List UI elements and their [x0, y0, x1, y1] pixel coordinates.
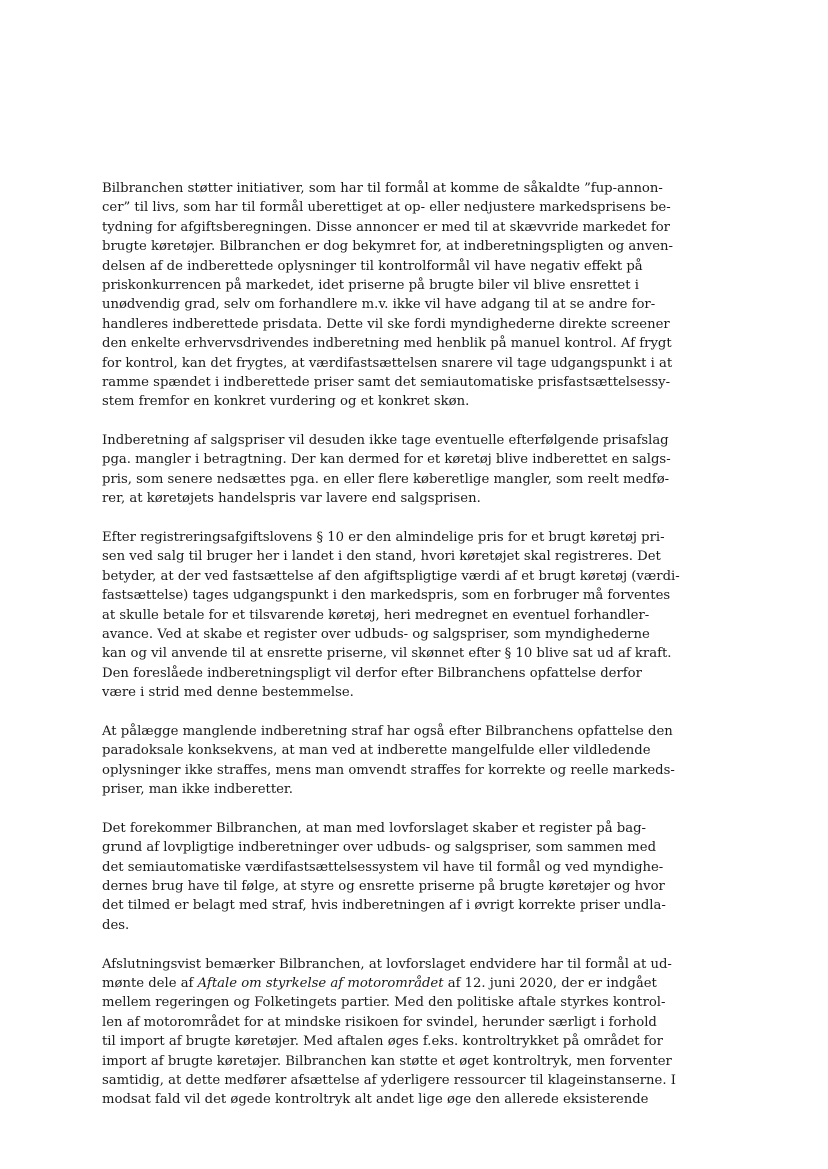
paragraph: [102, 528, 682, 703]
text-fragment: mønte dele af: [102, 976, 198, 992]
text-line: priser, man ikke indberetter.: [102, 782, 293, 798]
text-line: rer, at køretøjets handelspris var lavere end salgsprisen.: [102, 491, 481, 507]
text-line: paradoksale konksekvens, at man ved at indberette mangelfulde eller vildledende: [102, 743, 651, 759]
paragraph-spacer: [102, 509, 682, 528]
text-line: være i strid med denne bestemmelse.: [102, 685, 354, 701]
text-line: At pålægge manglende indberetning straf har også efter Bilbranchens opfattelse den: [102, 723, 673, 739]
text-line: brugte køretøjer. Bilbranchen er dog bekymret for, at indberetningspligten og anven-: [102, 239, 673, 255]
paragraph: [102, 722, 682, 800]
text-line: modsat fald vil det øgede kontroltryk alt andet lige øge den allerede eksisterende: [102, 1092, 649, 1108]
text-line: mellem regeringen og Folketingets partier. Med den politiske aftale styrkes kontrol-: [102, 995, 666, 1011]
text-line: avance. Ved at skabe et register over udbuds- og salgspriser, som myndighederne: [102, 626, 650, 642]
text-line: cer” til livs, som har til formål uberettiget at op- eller nedjustere markedsprisens be-: [102, 200, 671, 216]
text-line: betyder, at der ved fastsættelse af den afgiftspligtige værdi af et brugt køretøj (værdi-: [102, 568, 680, 584]
text-line: unødvendig grad, selv om forhandlere m.v. ikke vil have adgang til at se andre for-: [102, 297, 656, 313]
paragraph: [102, 431, 682, 509]
text-line: des.: [102, 917, 130, 933]
agreement-title: Aftale om styrkelse af motorområdet: [197, 976, 444, 992]
text-line: at skulle betale for et tilsvarende køretøj, heri medregnet en eventuel forhandler-: [102, 607, 650, 623]
text-line: det tilmed er belagt med straf, hvis indberetningen af i øvrigt korrekte priser undla-: [102, 898, 666, 914]
text-line: ramme spændet i indberettede priser samt det semiautomatiske prisfastsættelsessy-: [102, 374, 671, 390]
text-line: Det forekommer Bilbranchen, at man med lovforslaget skaber et register på bag-: [102, 820, 646, 836]
text-fragment: af 12. juni 2020, der er indgået: [443, 976, 657, 992]
text-line: stem fremfor en konkret vurdering og et konkret skøn.: [102, 394, 470, 410]
paragraph-spacer: [102, 800, 682, 819]
text-line: priskonkurrencen på markedet, idet priserne på brugte biler vil blive ensrettet i: [102, 277, 639, 293]
text-line: delsen af de indberettede oplysninger til kontrolformål vil have negativ effekt på: [102, 258, 643, 274]
text-line: dernes brug have til følge, at styre og ensrette priserne på brugte køretøjer og hvor: [102, 879, 665, 895]
text-line: Indberetning af salgspriser vil desuden ikke tage eventuelle efterfølgende prisafslag: [102, 433, 669, 449]
text-line: samtidig, at dette medfører afsættelse af yderligere ressourcer til klageinstanserne. I: [102, 1072, 676, 1088]
text-line: den enkelte erhvervsdrivendes indberetning med henblik på manuel kontrol. Af frygt: [102, 336, 672, 352]
text-line: pris, som senere nedsættes pga. en eller flere køberetlige mangler, som reelt medfø-: [102, 471, 670, 487]
text-line: sen ved salg til bruger her i landet i den stand, hvori køretøjet skal registreres. Det: [102, 549, 661, 565]
paragraph: [102, 819, 682, 935]
paragraph-spacer: [102, 703, 682, 722]
text-line: handleres indberettede prisdata. Dette vil ske fordi myndighederne direkte screener: [102, 316, 670, 332]
paragraph: [102, 955, 682, 1110]
text-line: kan og vil anvende til at ensrette priserne, vil skønnet efter § 10 blive sat ud af kraft.: [102, 646, 672, 662]
text-line: oplysninger ikke straffes, mens man omvendt straffes for korrekte og reelle markeds-: [102, 762, 675, 778]
text-line: tydning for afgiftsberegningen. Disse annoncer er med til at skævvride markedet for: [102, 219, 670, 235]
text-line: fastsættelse) tages udgangspunkt i den markedspris, som en forbruger må forventes: [102, 588, 671, 604]
text-line: pga. mangler i betragtning. Der kan dermed for et køretøj blive indberettet en salgs-: [102, 452, 671, 468]
text-line: det semiautomatiske værdifastsættelsessystem vil have til formål og ved myndighe-: [102, 859, 664, 875]
text-line-with-italic-title: [102, 974, 682, 993]
paragraph-spacer: [102, 935, 682, 954]
text-line: for kontrol, kan det frygtes, at værdifastsættelsen snarere vil tage udgangspunkt i at: [102, 355, 673, 371]
text-line: len af motorområdet for at mindske risikoen for svindel, herunder særligt i forhold: [102, 1014, 657, 1030]
document-body: [102, 179, 682, 1110]
paragraph: [102, 179, 682, 412]
text-line: grund af lovpligtige indberetninger over udbuds- og salgspriser, som sammen med: [102, 840, 657, 856]
paragraph-spacer: [102, 412, 682, 431]
text-line: import af brugte køretøjer. Bilbranchen kan støtte et øget kontroltryk, men forventer: [102, 1053, 672, 1069]
text-line: Den foreslåede indberetningspligt vil derfor efter Bilbranchens opfattelse derfor: [102, 665, 642, 681]
text-line: Efter registreringsafgiftslovens § 10 er den almindelige pris for et brugt køretøj pri-: [102, 530, 665, 546]
text-line: Afslutningsvist bemærker Bilbranchen, at lovforslaget endvidere har til formål at ud-: [102, 956, 672, 972]
text-line: til import af brugte køretøjer. Med aftalen øges f.eks. kontroltrykket på området for: [102, 1034, 663, 1050]
text-line: Bilbranchen støtter initiativer, som har til formål at komme de såkaldte ”fup-annon-: [102, 181, 663, 196]
